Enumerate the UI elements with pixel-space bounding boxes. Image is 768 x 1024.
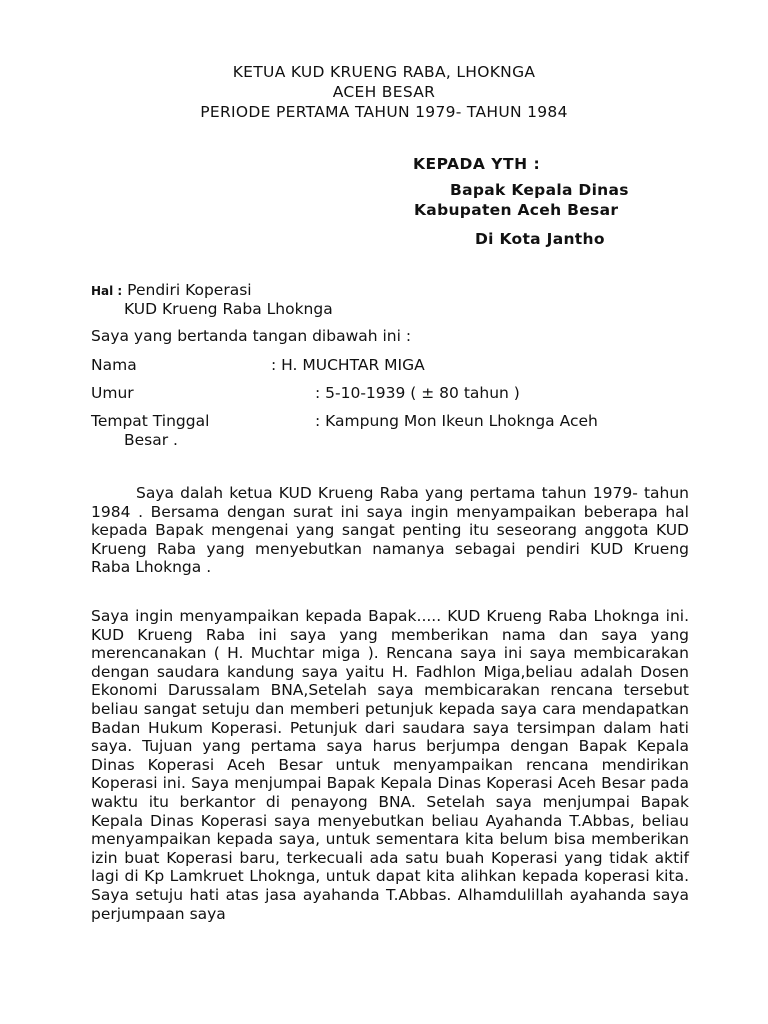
body-paragraph-1-wrap — [91, 484, 689, 577]
header-region: ACEH BESAR — [332, 83, 436, 101]
header-title: KETUA KUD KRUENG RABA, LHOKNGA — [232, 63, 536, 81]
recipient-line-1: Bapak Kepala Dinas — [450, 181, 629, 199]
tempat-value-continued: Besar . — [124, 431, 178, 449]
subject-text-1: Pendiri Koperasi — [122, 281, 252, 299]
tempat-label: Tempat Tinggal — [91, 412, 210, 430]
intro-text: Saya yang bertanda tangan dibawah ini : — [91, 327, 412, 345]
body-paragraph-2-wrap — [91, 607, 689, 923]
body-paragraph-1: Saya dalah ketua KUD Krueng Raba yang pertama tahun 1979- tahun 1984 . Bersama dengan surat ini saya ingin menyampaikan beberapa hal kepada Bapak mengenai yang sangat penting itu seseorang anggota KUD Krueng Raba yang menyebutkan namanya sebagai pendiri KUD Krueng Raba Lhoknga . — [91, 484, 689, 576]
subject-line-2: KUD Krueng Raba Lhoknga — [124, 300, 333, 318]
body-paragraph-2: Saya ingin menyampaikan kepada Bapak..... KUD Krueng Raba Lhoknga ini. KUD Krueng Raba ini saya yang memberikan nama dan saya yang merencanakan ( H. Muchtar miga ). Rencana saya ini saya membicarakan dengan saudara kandung saya yaitu H. Fadhlon Miga,beliau adalah Dosen Ekonomi Darussalam BNA,Setelah saya membicarakan rencana tersebut beliau sangat setuju dan memberi petunjuk kepada saya cara mendapatkan Badan Hukum Koperasi. Petunjuk dari saudara saya tersimpan dalam hati saya. Tujuan yang pertama saya harus berjumpa dengan Bapak Kepala Dinas Koperasi Aceh Besar untuk menyampaikan rencana mendirikan Koperasi ini. Saya menjumpai Bapak Kepala Dinas Koperasi Aceh Besar pada waktu itu berkantor di penayong BNA. Setelah saya menjumpai Bapak Kepala Dinas Koperasi saya menyebutkan beliau Ayahanda T.Abbas, beliau menyampaikan kepada saya, untuk sementara kita belum bisa memberikan izin buat Koperasi baru, terkecuali ada satu buah Koperasi yang tidak aktif lagi di Kp Lamkruet Lhoknga, untuk dapat kita alihkan kepada koperasi kita. Saya setuju hati atas jasa ayahanda T.Abbas. Alhamdulillah ayahanda saya perjumpaan saya — [91, 607, 689, 923]
letter-header — [0, 62, 768, 122]
umur-label: Umur — [91, 384, 134, 402]
recipient-line-3: Di Kota Jantho — [475, 230, 605, 248]
umur-value: : 5-10-1939 ( ± 80 tahun ) — [315, 384, 520, 402]
subject-label: Hal : — [91, 284, 123, 298]
nama-value: : H. MUCHTAR MIGA — [271, 356, 425, 374]
nama-label: Nama — [91, 356, 137, 374]
recipient-heading: KEPADA YTH : — [413, 155, 541, 173]
subject-line-1 — [91, 281, 252, 299]
tempat-value: : Kampung Mon Ikeun Lhoknga Aceh — [315, 412, 598, 430]
recipient-line-2: Kabupaten Aceh Besar — [414, 201, 619, 219]
header-period: PERIODE PERTAMA TAHUN 1979- TAHUN 1984 — [200, 103, 568, 121]
